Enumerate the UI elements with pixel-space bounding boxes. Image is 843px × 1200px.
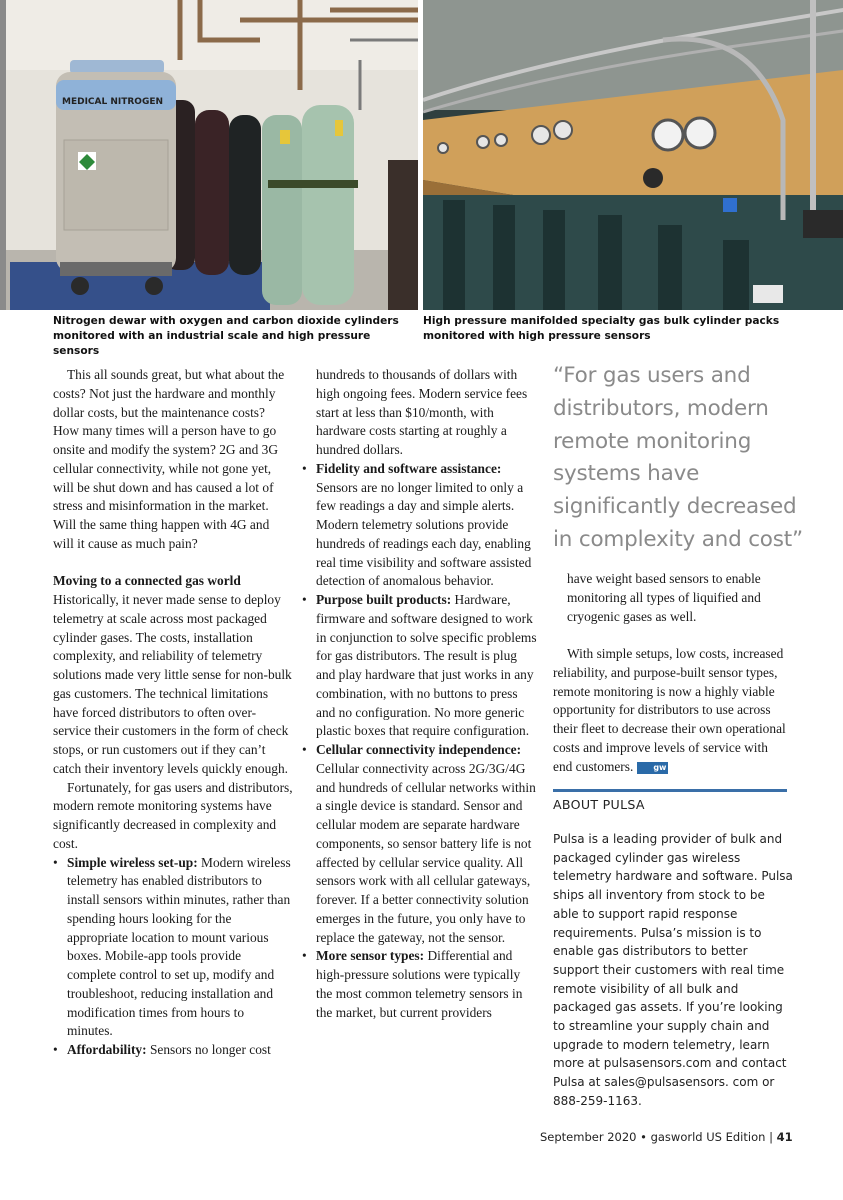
benefits-list-continued (302, 460, 538, 1023)
bullet-label: Cellular connectivity independence: (316, 742, 522, 757)
bullet-text: Differential and high-pressure solutions were typically the most common telemetry sensors in the market, but current providers (316, 948, 523, 1020)
paragraph-fortunately: Fortunately, for gas users and distributors, modern remote monitoring systems have significantly decreased in complexity and cost. (53, 779, 293, 851)
about-divider (553, 789, 787, 792)
list-item (53, 854, 293, 1042)
list-item (302, 591, 538, 741)
caption-left: Nitrogen dewar with oxygen and carbon dioxide cylinders monitored with an industrial scale and high pressure sensors (53, 315, 399, 357)
footer-separator: | (769, 1130, 773, 1144)
benefits-list (53, 854, 293, 1060)
paragraph-closing (553, 645, 788, 776)
bullet-text: Modern wireless telemetry has enabled distributors to install sensors within minutes, rather than spending hours looking for the appropriate location to mount various boxes. Mobile-app tools provide complete control to set up, modify and troubleshoot, reducing installation and modification times from hours to minutes. (67, 854, 291, 1039)
bullet-continuation: have weight based sensors to enable monitoring all types of liquified and cryogenic gases as well. (567, 571, 761, 624)
about-title: ABOUT PULSA (553, 797, 645, 812)
dewar-label: MEDICAL NITROGEN (62, 97, 164, 107)
photo-nitrogen-dewar (0, 0, 418, 310)
article-column-3 (553, 570, 788, 776)
list-item (302, 947, 538, 1022)
article-column-2 (302, 366, 538, 1022)
paragraph-history: Historically, it never made sense to deploy telemetry at scale across most packaged cylinder gases. The costs, installation complexity, and reliability of telemetry solutions made very little sense for non-bulk gas customers. The technical limitations have forced distributors to often over-service their customers in the form of check stops, or run customers out if they can’t catch their inventory levels quickly enough. (53, 592, 292, 776)
bullet-text: Sensors are no longer limited to only a few readings a day and simple alerts. Modern telemetry solutions provide hundreds of readings each day, enabling real time visibility and software assisted detection of anomalous behavior. (316, 479, 532, 589)
photo-manifold-cylinder-packs (423, 0, 843, 310)
gasworld-end-mark-icon: gw (637, 762, 668, 774)
bullet-text: Sensors no longer cost (146, 1042, 271, 1057)
page-footer (540, 1130, 793, 1144)
pull-quote: “For gas users and distributors, modern remote monitoring systems have significantly decreased in complexity and cost” (553, 363, 803, 552)
footer-issue: September 2020 • gasworld US Edition (540, 1130, 766, 1144)
bullet-text: Cellular connectivity across 2G/3G/4G and hundreds of cellular networks within a single device is standard. Sensor and cellular modem are separate hardware components, so sensor battery life is not affected by cellular service quality. All sensors work with all cellular gateways, forever. If a better connectivity solution emerges in the future, you only have to replace the gateway, not the sensor. (316, 760, 536, 945)
list-item (302, 460, 538, 591)
page-number: 41 (776, 1130, 793, 1144)
about-body: Pulsa is a leading provider of bulk and packaged cylinder gas wireless telemetry hardware and software. Pulsa ships all inventory from stock to be able to support rapid response requirements. Pulsa’s mission is to enable gas distributors to better support their customers with real time remote visibility of all bulk and packaged gas assets. If you’re looking to streamline your supply chain and upgrade to modern telemetry, learn more at pulsasensors.com and contact Pulsa at sales@pulsasensors. com or 888-259-1163. (553, 832, 793, 1108)
bullet-label: More sensor types: (316, 948, 425, 964)
section-heading: Moving to a connected gas world (53, 573, 241, 589)
list-item (53, 1041, 293, 1060)
bullet-label: Affordability: (67, 1042, 147, 1057)
bullet-continuation: hundreds to thousands of dollars with high ongoing fees. Modern service fees start at less than $10/month, with hardware costs starting at roughly a hundred dollars. (316, 367, 528, 457)
list-item (302, 741, 538, 947)
article-column-1 (53, 366, 293, 1060)
caption-right: High pressure manifolded specialty gas bulk cylinder packs monitored with high pressure sensors (423, 315, 780, 342)
bullet-label: Fidelity and software assistance: (316, 460, 502, 476)
bullet-label: Purpose built products: (316, 592, 452, 607)
closing-text: With simple setups, low costs, increased reliability, and purpose-built sensor types, remote monitoring is now a highly viable opportunity for distributors to use across their fleet to decrease their own operational costs and improve levels of service with end customers. (553, 646, 786, 774)
paragraph-costs: This all sounds great, but what about the costs? Not just the hardware and monthly dollar costs, but the maintenance costs? How many times will a person have to go onsite and modify the system? 2G and 3G cellular connectivity, while not gone yet, will be shut down and has caused a lot of stress and misinformation in the market. Will the same thing happen with 4G and will it cause as much pain? (53, 367, 285, 551)
bullet-label: Simple wireless set-up: (67, 854, 198, 870)
bullet-text: Hardware, firmware and software designed to work in conjunction to solve specific problems for gas distributors. The result is plug and play hardware that just works in any combination, with no buttons to press and no configuration. No more generic plastic boxes that require configuration. (316, 592, 537, 739)
